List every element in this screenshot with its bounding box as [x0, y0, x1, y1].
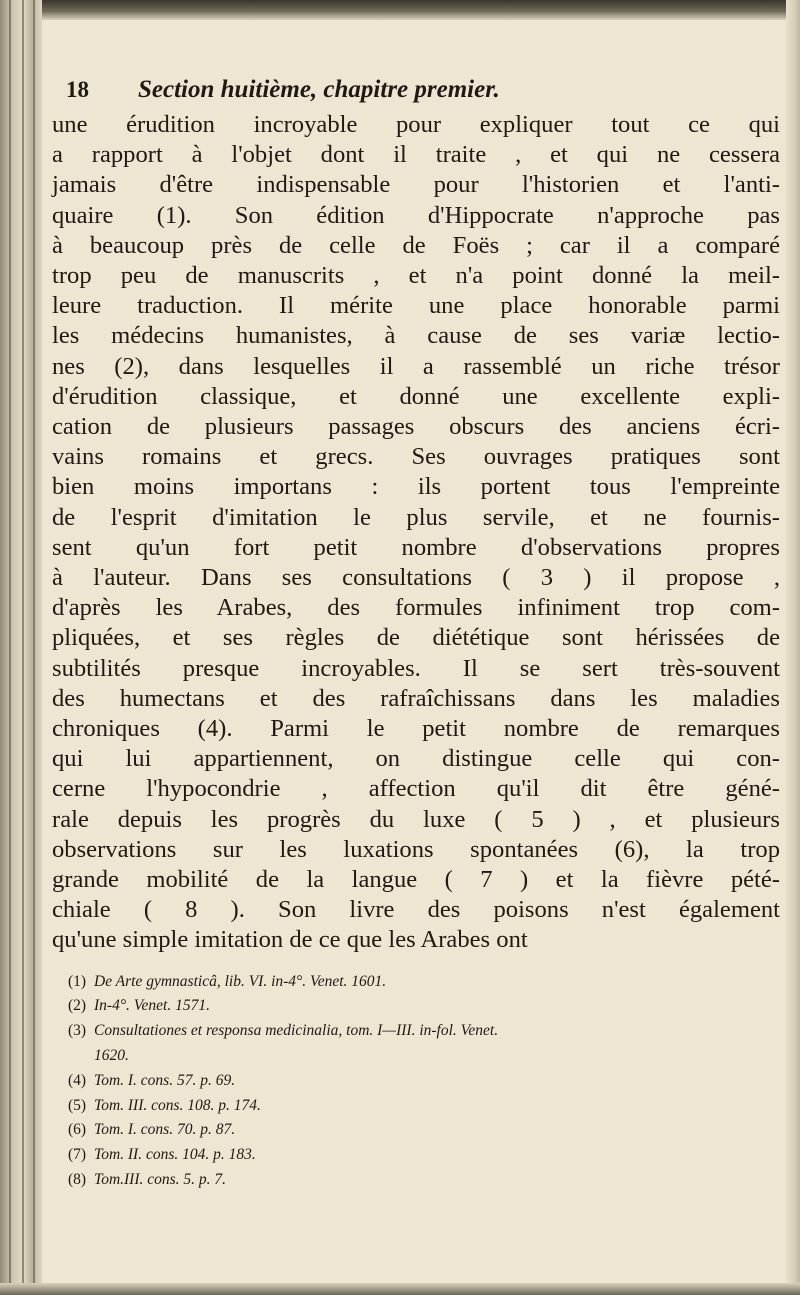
footnote: [68, 1168, 780, 1193]
footnote-number: (7): [68, 1146, 87, 1164]
footnote: [68, 970, 780, 995]
footnote-text: Consultationes et responsa medicinalia, tom. I—III. in-fol. Venet.: [94, 1022, 499, 1040]
page-bottom-shadow: [0, 1283, 800, 1295]
book-page: [52, 76, 780, 1193]
body-line: observations sur les luxations spontanées (6), la trop: [52, 835, 780, 863]
footnote: [68, 994, 780, 1019]
footnote-text: 1620.: [94, 1047, 129, 1065]
body-line: subtilités presque incroyables. Il se sert très-souvent: [52, 654, 780, 682]
body-line: à beaucoup près de celle de Foës ; car il a comparé: [52, 231, 780, 259]
footnote: [68, 1019, 780, 1044]
page-number: 18: [66, 77, 89, 102]
footnote: [68, 1143, 780, 1168]
body-line: qu'une simple imitation de ce que les Arabes ont: [52, 926, 528, 954]
body-line: d'érudition classique, et donné une excellente expli-: [52, 382, 780, 410]
body-line: des humectans et des rafraîchissans dans les maladies: [52, 684, 780, 712]
footnote-text: Tom.III. cons. 5. p. 7.: [94, 1171, 227, 1189]
footnote: [68, 1044, 780, 1069]
footnote-text: De Arte gymnasticâ, lib. VI. in-4°. Venet. 1601.: [94, 972, 387, 990]
footnote: [68, 1069, 780, 1094]
footnote: [68, 1118, 780, 1143]
footnote-number: (6): [68, 1121, 87, 1139]
body-line: cerne l'hypocondrie , affection qu'il dit être géné-: [52, 775, 780, 803]
footnote-text: Tom. I. cons. 57. p. 69.: [94, 1071, 236, 1089]
page-top-shadow: [0, 0, 800, 20]
footnote-text: Tom. III. cons. 108. p. 174.: [94, 1096, 261, 1114]
gutter-line: [33, 0, 35, 1295]
book-gutter: [0, 0, 42, 1295]
footnote-text: In-4°. Venet. 1571.: [94, 997, 210, 1015]
body-line: leure traduction. Il mérite une place honorable parmi: [52, 292, 780, 320]
body-line: quaire (1). Son édition d'Hippocrate n'approche pas: [52, 201, 780, 229]
body-line: cation de plusieurs passages obscurs des anciens écri-: [52, 413, 780, 441]
body-line: une érudition incroyable pour expliquer tout ce qui: [52, 111, 780, 138]
body-line: grande mobilité de la langue ( 7 ) et la fièvre pété-: [52, 866, 780, 894]
body-text: [52, 110, 780, 956]
footnote-number: (2): [68, 997, 87, 1015]
body-line: qui lui appartiennent, on distingue celle qui con-: [52, 745, 780, 773]
footnote: [68, 1094, 780, 1119]
footnote-text: Tom. I. cons. 70. p. 87.: [94, 1121, 236, 1139]
running-head: Section huitième, chapitre premier.: [138, 76, 500, 103]
footnote-number: (4): [68, 1071, 87, 1089]
body-line: a rapport à l'objet dont il traite , et qui ne cessera: [52, 141, 780, 169]
body-line: d'après les Arabes, des formules infiniment trop com-: [52, 594, 780, 622]
body-line: pliquées, et ses règles de diététique sont hérissées de: [52, 624, 780, 652]
footnotes: [68, 970, 780, 1193]
body-line: de l'esprit d'imitation le plus servile, et ne fournis-: [52, 503, 780, 531]
body-line: rale depuis les progrès du luxe ( 5 ) , et plusieurs: [52, 805, 780, 833]
body-line: chroniques (4). Parmi le petit nombre de remarques: [52, 715, 780, 743]
body-line: jamais d'être indispensable pour l'historien et l'anti-: [52, 171, 780, 199]
footnote-number: (3): [68, 1022, 87, 1040]
footnote-number: (1): [68, 972, 87, 990]
body-line: les médecins humanistes, à cause de ses variæ lectio-: [52, 322, 780, 350]
body-line: trop peu de manuscrits , et n'a point donné la meil-: [52, 262, 780, 290]
body-line: sent qu'un fort petit nombre d'observations propres: [52, 533, 780, 561]
footnote-text: Tom. II. cons. 104. p. 183.: [94, 1146, 256, 1164]
gutter-line: [9, 0, 11, 1295]
body-line: chiale ( 8 ). Son livre des poisons n'est également: [52, 896, 780, 924]
gutter-line: [22, 0, 24, 1295]
page-header: [58, 76, 780, 104]
body-line: bien moins importans : ils portent tous l'empreinte: [52, 473, 780, 501]
body-line: nes (2), dans lesquelles il a rassemblé un riche trésor: [52, 352, 780, 380]
footnote-number: (5): [68, 1096, 87, 1114]
page-right-edge: [786, 0, 800, 1295]
body-line: à l'auteur. Dans ses consultations ( 3 ) il propose ,: [52, 564, 780, 592]
body-line: vains romains et grecs. Ses ouvrages pratiques sont: [52, 443, 780, 471]
footnote-number: (8): [68, 1171, 87, 1189]
